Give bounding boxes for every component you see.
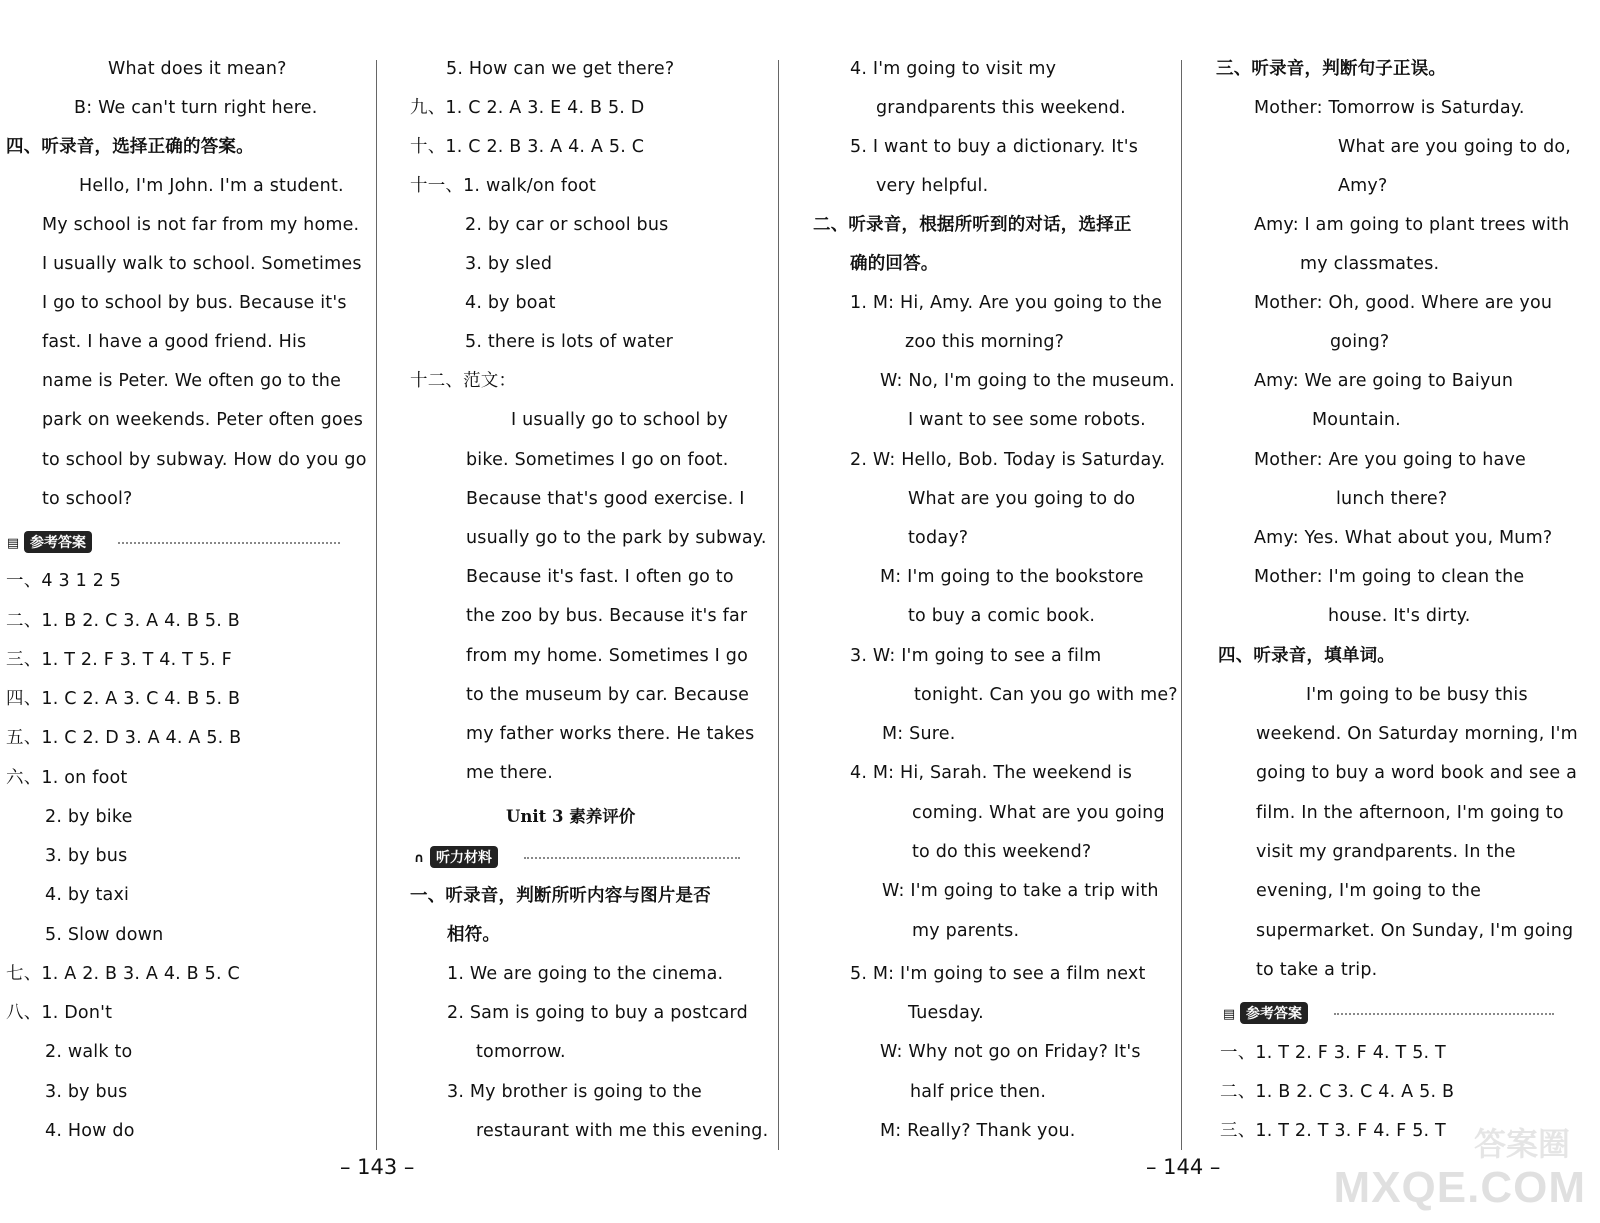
answer-line: 十一、1. walk/on foot — [410, 176, 597, 196]
text-line: to school? — [42, 489, 133, 509]
text-line: 3. W: I'm going to see a film — [850, 646, 1102, 666]
watermark-logo: 答案圈 — [1473, 1125, 1570, 1163]
text-line: 2. W: Hello, Bob. Today is Saturday. — [850, 450, 1166, 470]
text-line: I usually walk to school. Sometimes — [42, 254, 362, 274]
text-line: Mountain. — [1312, 410, 1401, 430]
text-line: to do this weekend? — [912, 842, 1092, 862]
text-line: Mother: I'm going to clean the — [1254, 567, 1525, 587]
text-line: coming. What are you going — [912, 803, 1165, 823]
text-line: name is Peter. We often go to the — [42, 371, 342, 391]
text-line: park on weekends. Peter often goes — [42, 410, 364, 430]
text-line: What are you going to do, — [1338, 137, 1572, 157]
text-line: 3. My brother is going to the — [447, 1082, 703, 1102]
column-divider — [376, 60, 377, 1150]
text-line: tonight. Can you go with me? — [914, 685, 1178, 705]
text-line: from my home. Sometimes I go — [466, 646, 748, 666]
text-line: I go to school by bus. Because it's — [42, 293, 347, 313]
text-line: house. It's dirty. — [1328, 606, 1471, 626]
page-number: – 144 – — [1146, 1155, 1221, 1179]
text-line: Mother: Are you going to have — [1254, 450, 1527, 470]
section-heading: 相符。 — [447, 925, 501, 945]
text-line: 5. M: I'm going to see a film next — [850, 964, 1146, 984]
text-line: 2. Sam is going to buy a postcard — [447, 1003, 748, 1023]
text-line: B: We can't turn right here. — [74, 98, 318, 118]
text-line: My school is not far from my home. — [42, 215, 360, 235]
text-line: Amy: I am going to plant trees with — [1254, 215, 1570, 235]
answer-line: 5. Slow down — [45, 925, 164, 945]
text-line: 1. We are going to the cinema. — [447, 964, 724, 984]
column-divider — [1181, 60, 1182, 1150]
dotted-divider — [118, 542, 340, 544]
text-line: my parents. — [912, 921, 1020, 941]
text-line: supermarket. On Sunday, I'm going — [1256, 921, 1574, 941]
text-line: M: Really? Thank you. — [880, 1121, 1076, 1141]
text-line: the zoo by bus. Because it's far — [466, 606, 748, 626]
text-line: restaurant with me this evening. — [476, 1121, 769, 1141]
text-line: usually go to the park by subway. — [466, 528, 767, 548]
answer-line: 5. How can we get there? — [446, 59, 675, 79]
answer-line: 4. by taxi — [45, 885, 130, 905]
section-heading: 四、听录音，选择正确的答案。 — [6, 137, 254, 157]
answer-line: 七、1. A 2. B 3. A 4. B 5. C — [6, 964, 240, 984]
unit-title: Unit 3 素养评价 — [506, 807, 636, 826]
text-line: very helpful. — [876, 176, 989, 196]
answers-header — [6, 531, 92, 553]
text-line: Because that's good exercise. I — [466, 489, 745, 509]
text-line: my father works there. He takes — [466, 724, 755, 744]
answers-header — [1222, 1002, 1308, 1024]
answers-badge: 参考答案 — [1240, 1002, 1308, 1024]
answer-line: 三、1. T 2. T 3. F 4. F 5. T — [1220, 1121, 1446, 1141]
answer-line: 十、1. C 2. B 3. A 4. A 5. C — [410, 137, 645, 157]
text-line: going? — [1330, 332, 1390, 352]
listening-badge: 听力材料 — [430, 846, 498, 868]
dotted-divider — [524, 857, 740, 859]
section-heading: 二、听录音，根据所听到的对话，选择正 — [813, 215, 1132, 235]
answer-line: 一、1. T 2. F 3. F 4. T 5. T — [1220, 1043, 1446, 1063]
answer-line: 3. by bus — [45, 1082, 128, 1102]
text-line: fast. I have a good friend. His — [42, 332, 307, 352]
text-line: 4. I'm going to visit my — [850, 59, 1057, 79]
text-line: me there. — [466, 763, 554, 783]
answer-line: 3. by sled — [465, 254, 553, 274]
text-line: to the museum by car. Because — [466, 685, 750, 705]
answer-line: 三、1. T 2. F 3. T 4. T 5. F — [6, 650, 232, 670]
text-line: evening, I'm going to the — [1256, 881, 1482, 901]
answer-line: 4. by boat — [465, 293, 556, 313]
answer-line: 八、1. Don't — [6, 1003, 113, 1023]
text-line: Tuesday. — [908, 1003, 984, 1023]
text-line: Hello, I'm John. I'm a student. — [79, 176, 344, 196]
answer-line: 一、4 3 1 2 5 — [6, 571, 122, 591]
book-icon: ▤ — [1222, 1007, 1236, 1022]
section-heading: 三、听录音，判断句子正误。 — [1216, 59, 1447, 79]
text-line: What are you going to do — [908, 489, 1136, 509]
text-line: I want to see some robots. — [908, 410, 1146, 430]
text-line: today? — [908, 528, 969, 548]
answer-line: 五、1. C 2. D 3. A 4. A 5. B — [6, 728, 242, 748]
listening-header — [412, 846, 498, 868]
answer-line: 九、1. C 2. A 3. E 4. B 5. D — [410, 98, 645, 118]
answer-line: 2. by bike — [45, 807, 133, 827]
text-line: W: No, I'm going to the museum. — [880, 371, 1176, 391]
text-line: to take a trip. — [1256, 960, 1378, 980]
text-line: W: I'm going to take a trip with — [882, 881, 1159, 901]
answer-line: 4. How do — [45, 1121, 135, 1141]
book-icon: ▤ — [6, 536, 20, 551]
text-line: grandparents this weekend. — [876, 98, 1126, 118]
text-line: my classmates. — [1300, 254, 1440, 274]
text-line: weekend. On Saturday morning, I'm — [1256, 724, 1578, 744]
text-line: Mother: Oh, good. Where are you — [1254, 293, 1553, 313]
text-line: going to buy a word book and see a — [1256, 763, 1577, 783]
section-heading: 一、听录音，判断所听内容与图片是否 — [410, 886, 711, 906]
answer-line: 3. by bus — [45, 846, 128, 866]
text-line: bike. Sometimes I go on foot. — [466, 450, 729, 470]
dotted-divider — [1334, 1013, 1554, 1015]
text-line: What does it mean? — [108, 59, 287, 79]
text-line: film. In the afternoon, I'm going to — [1256, 803, 1564, 823]
text-line: I usually go to school by — [511, 410, 729, 430]
answer-line: 2. walk to — [45, 1042, 133, 1062]
text-line: I'm going to be busy this — [1306, 685, 1528, 705]
text-line: M: Sure. — [882, 724, 956, 744]
headphones-icon: ∩ — [413, 851, 425, 866]
answer-line: 2. by car or school bus — [465, 215, 669, 235]
page-number: – 143 – — [340, 1155, 415, 1179]
text-line: 1. M: Hi, Amy. Are you going to the — [850, 293, 1163, 313]
answers-badge: 参考答案 — [24, 531, 92, 553]
answer-line: 六、1. on foot — [6, 768, 128, 788]
text-line: lunch there? — [1336, 489, 1448, 509]
text-line: Amy: Yes. What about you, Mum? — [1254, 528, 1553, 548]
text-line: M: I'm going to the bookstore — [880, 567, 1144, 587]
watermark-text: MXQE.COM — [1333, 1163, 1586, 1212]
text-line: Amy: We are going to Baiyun — [1254, 371, 1514, 391]
answer-line: 5. there is lots of water — [465, 332, 674, 352]
text-line: 5. I want to buy a dictionary. It's — [850, 137, 1139, 157]
text-line: Because it's fast. I often go to — [466, 567, 734, 587]
answer-line: 十二、范文： — [410, 371, 517, 391]
answer-line: 四、1. C 2. A 3. C 4. B 5. B — [6, 689, 241, 709]
text-line: visit my grandparents. In the — [1256, 842, 1516, 862]
answer-line: 二、1. B 2. C 3. A 4. B 5. B — [6, 611, 240, 631]
text-line: half price then. — [910, 1082, 1047, 1102]
text-line: to school by subway. How do you go — [42, 450, 367, 470]
text-line: 4. M: Hi, Sarah. The weekend is — [850, 763, 1133, 783]
text-line: tomorrow. — [476, 1042, 566, 1062]
text-line: to buy a comic book. — [908, 606, 1096, 626]
section-heading: 四、听录音，填单词。 — [1218, 646, 1395, 666]
answer-line: 二、1. B 2. C 3. C 4. A 5. B — [1220, 1082, 1455, 1102]
text-line: Amy? — [1338, 176, 1388, 196]
text-line: zoo this morning? — [905, 332, 1065, 352]
text-line: Mother: Tomorrow is Saturday. — [1254, 98, 1525, 118]
section-heading: 确的回答。 — [850, 254, 939, 274]
text-line: W: Why not go on Friday? It's — [880, 1042, 1141, 1062]
column-divider — [778, 60, 779, 1150]
